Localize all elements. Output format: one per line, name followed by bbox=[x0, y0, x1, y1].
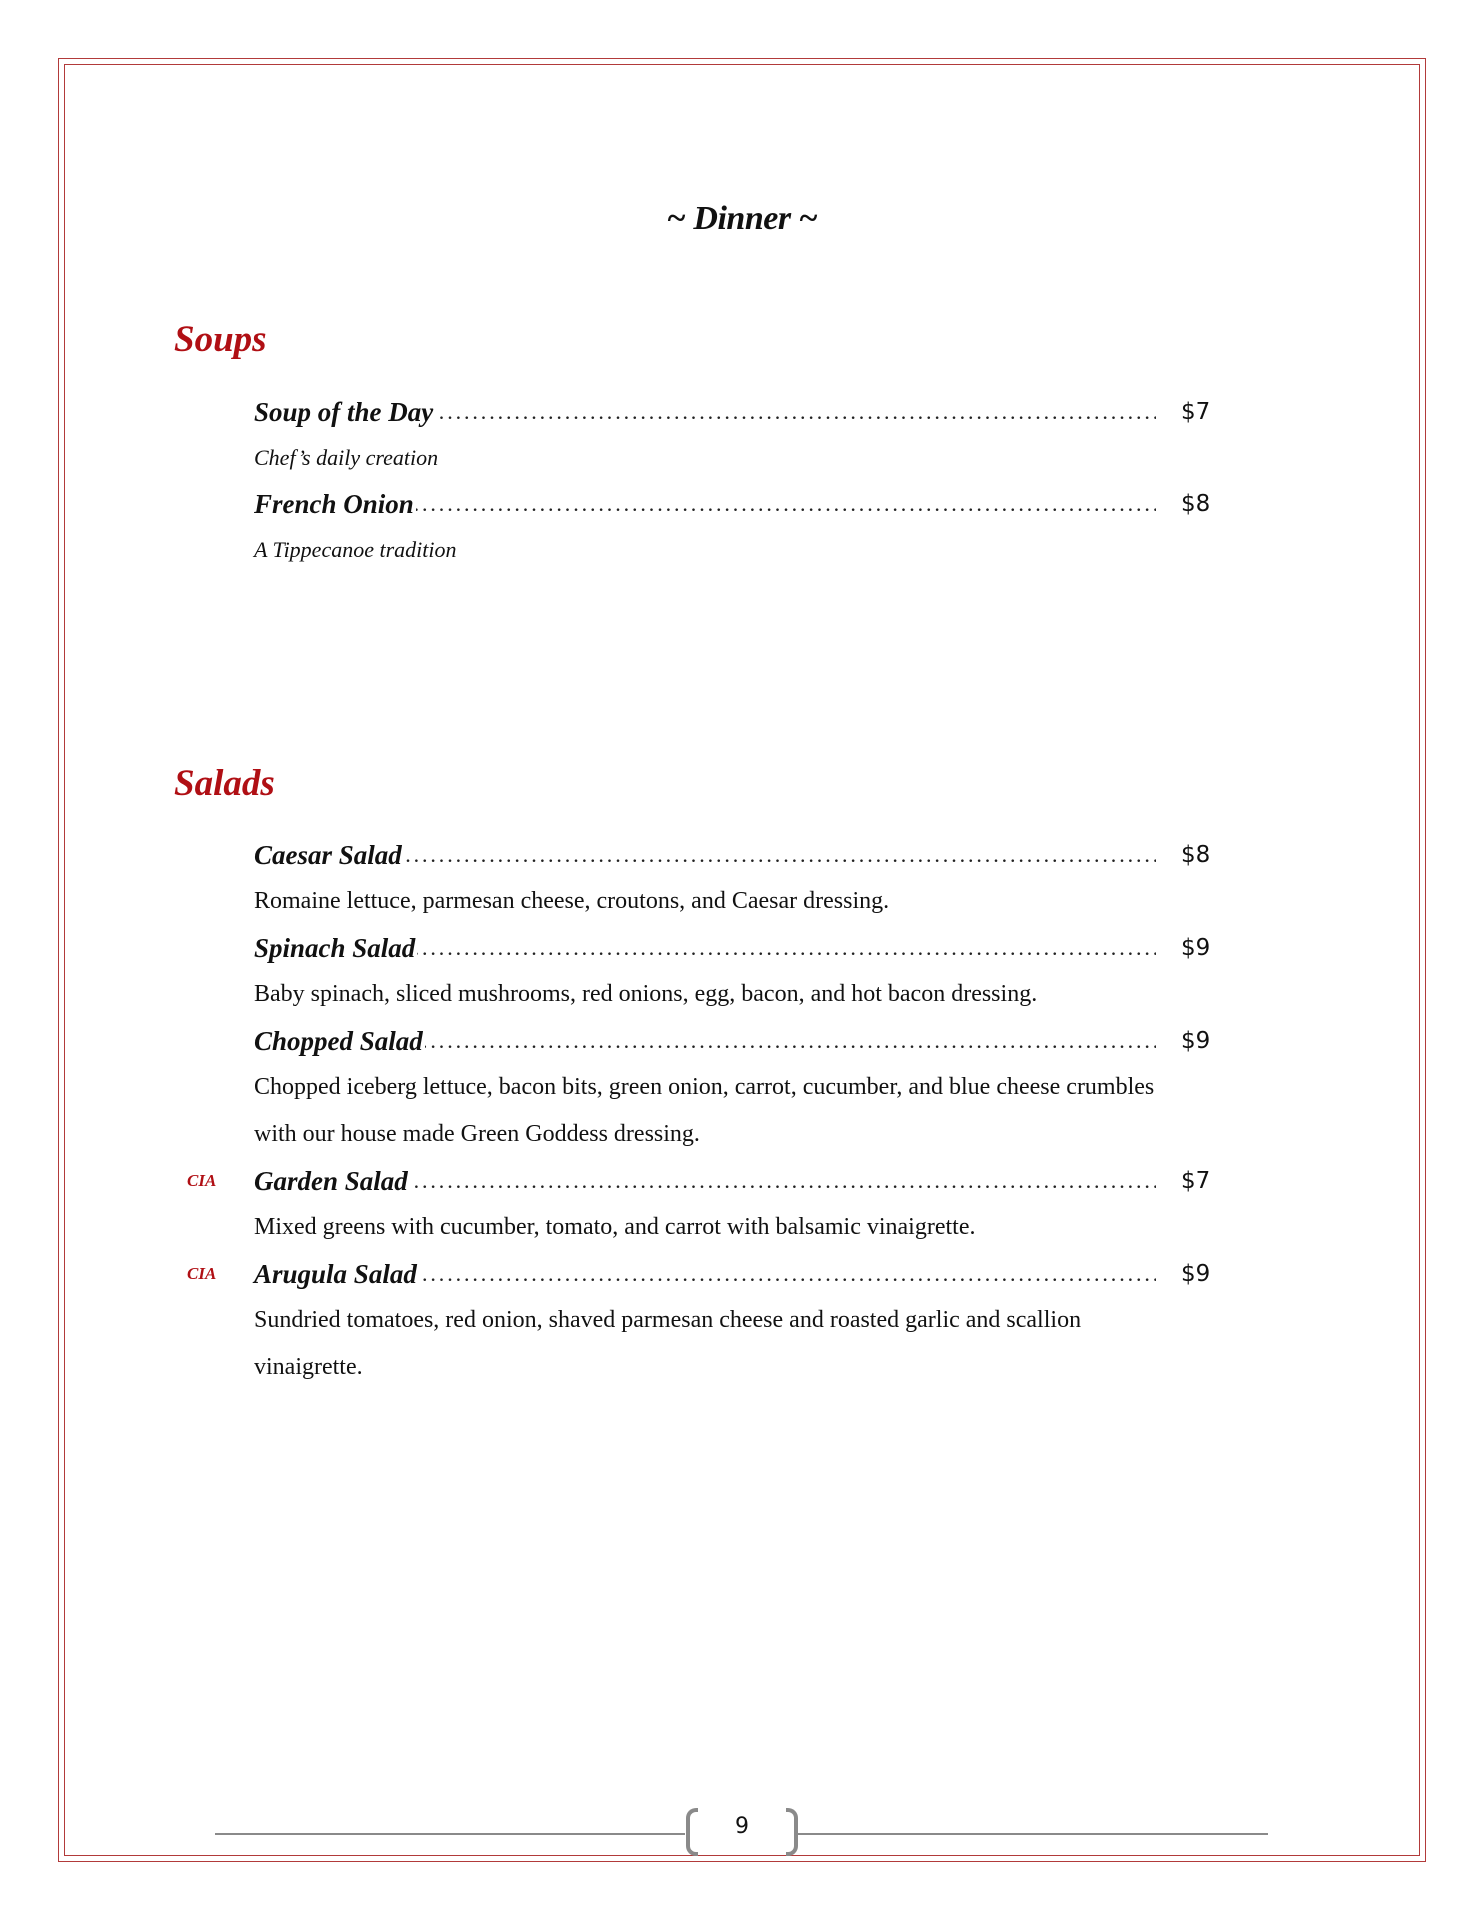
menu-item-french-onion bbox=[0, 481, 1484, 527]
menu-item-price: $9 bbox=[1181, 935, 1211, 961]
menu-item-chopped-salad bbox=[0, 1018, 1484, 1064]
section-title-salads: Salads bbox=[174, 763, 275, 804]
menu-item-description: A Tippecanoe tradition bbox=[254, 537, 457, 562]
section-title-soups: Soups bbox=[174, 319, 267, 360]
soups-list bbox=[0, 389, 1484, 573]
page-title: ~ Dinner ~ bbox=[666, 200, 818, 237]
footer-rule-left bbox=[215, 1833, 685, 1835]
menu-item-price: $7 bbox=[1181, 1168, 1211, 1194]
menu-item-name: Chopped Salad bbox=[254, 1018, 425, 1064]
menu-item-description: Mixed greens with cucumber, tomato, and carrot with balsamic vinaigrette. bbox=[254, 1214, 976, 1240]
menu-item-name: Garden Salad bbox=[254, 1158, 410, 1204]
menu-item-price: $7 bbox=[1181, 399, 1211, 425]
menu-item-arugula-salad bbox=[0, 1251, 1484, 1297]
footer-rule-right bbox=[798, 1833, 1268, 1835]
page-number-bracket-right bbox=[786, 1808, 798, 1856]
menu-item-name: Soup of the Day bbox=[254, 389, 435, 435]
menu-item-price: $8 bbox=[1181, 491, 1211, 517]
menu-item-name: French Onion bbox=[254, 481, 416, 527]
menu-item-description: Chopped iceberg lettuce, bacon bits, green onion, carrot, cucumber, and blue cheese crumbles with our house made Green Goddess dressing. bbox=[254, 1074, 1155, 1147]
menu-item-name: Caesar Salad bbox=[254, 832, 404, 878]
menu-item-garden-salad bbox=[0, 1158, 1484, 1204]
menu-item-spinach-salad bbox=[0, 925, 1484, 971]
menu-item-description: Baby spinach, sliced mushrooms, red onions, egg, bacon, and hot bacon dressing. bbox=[254, 981, 1038, 1007]
menu-item-soup-of-the-day bbox=[0, 389, 1484, 435]
item-badge: CIA bbox=[187, 1171, 217, 1190]
menu-item-description: Sundried tomatoes, red onion, shaved parmesan cheese and roasted garlic and scallion vinaigrette. bbox=[254, 1307, 1082, 1380]
menu-item-caesar-salad bbox=[0, 832, 1484, 878]
menu-item-description: Romaine lettuce, parmesan cheese, croutons, and Caesar dressing. bbox=[254, 888, 890, 914]
menu-item-price: $9 bbox=[1181, 1261, 1211, 1287]
salads-list bbox=[0, 832, 1484, 1391]
page-number: 9 bbox=[735, 1814, 749, 1839]
menu-item-price: $9 bbox=[1181, 1028, 1211, 1054]
menu-item-description: Chef’s daily creation bbox=[254, 445, 439, 470]
item-badge: CIA bbox=[187, 1264, 217, 1283]
page-number-bracket-left bbox=[686, 1808, 698, 1856]
menu-item-name: Spinach Salad bbox=[254, 925, 417, 971]
menu-item-name: Arugula Salad bbox=[254, 1251, 419, 1297]
menu-item-price: $8 bbox=[1181, 842, 1211, 868]
